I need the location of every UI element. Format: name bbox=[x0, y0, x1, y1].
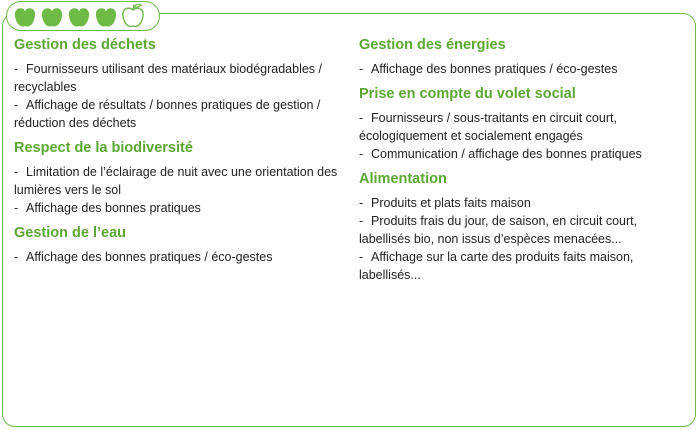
list-item-text: Affichage des bonnes pratiques / éco-gestes bbox=[26, 250, 273, 264]
section-volet-social bbox=[359, 85, 689, 163]
section-title: Prise en compte du volet social bbox=[359, 86, 576, 102]
list-item-text: Fournisseurs / sous-traitants en circuit court, écologiquement et socialement engagés bbox=[359, 111, 617, 143]
list-item: - Produits frais du jour, de saison, en circuit court, labellisés bio, non issus d’espèces menacées... bbox=[359, 214, 638, 246]
apple-filled-icon bbox=[67, 3, 91, 29]
list-item-text: Produits frais du jour, de saison, en circuit court, labellisés bio, non issus d’espèces menacées... bbox=[359, 214, 638, 246]
list-item: - Affichage des bonnes pratiques / éco-gestes bbox=[359, 62, 618, 76]
section-title: Gestion des énergies bbox=[359, 37, 506, 53]
section-biodiversite bbox=[14, 139, 340, 217]
right-column bbox=[359, 36, 689, 291]
section-title: Gestion de l’eau bbox=[14, 225, 126, 241]
list-item-text: Affichage des bonnes pratiques bbox=[26, 201, 201, 215]
apple-filled-icon bbox=[40, 3, 64, 29]
list-item-text: Fournisseurs utilisant des matériaux biodégradables / recyclables bbox=[14, 62, 322, 94]
apple-outline-icon bbox=[121, 3, 145, 29]
section-title: Gestion des déchets bbox=[14, 37, 156, 53]
list-item-text: Limitation de l’éclairage de nuit avec une orientation des lumières vers le sol bbox=[14, 165, 338, 197]
list-item: - Affichage de résultats / bonnes pratiques de gestion / réduction des déchets bbox=[14, 98, 321, 130]
list-item-text: Affichage des bonnes pratiques / éco-gestes bbox=[371, 62, 618, 76]
list-item: - Produits et plats faits maison bbox=[359, 196, 531, 210]
list-item: - Affichage des bonnes pratiques / éco-gestes bbox=[14, 250, 273, 264]
section-alimentation bbox=[359, 170, 689, 284]
section-gestion-eau bbox=[14, 224, 340, 266]
list-item: - Fournisseurs utilisant des matériaux biodégradables / recyclables bbox=[14, 62, 322, 94]
list-item: - Fournisseurs / sous-traitants en circuit court, écologiquement et socialement engagés bbox=[359, 111, 617, 143]
list-item: - Affichage sur la carte des produits faits maison, labellisés... bbox=[359, 250, 634, 282]
apple-rating bbox=[6, 1, 160, 31]
section-gestion-dechets bbox=[14, 36, 340, 132]
left-column bbox=[14, 36, 340, 273]
list-item-text: Affichage sur la carte des produits faits maison, labellisés... bbox=[359, 250, 634, 282]
section-title: Alimentation bbox=[359, 171, 447, 187]
list-item: - Limitation de l’éclairage de nuit avec une orientation des lumières vers le sol bbox=[14, 165, 338, 197]
list-item-text: Communication / affichage des bonnes pratiques bbox=[371, 147, 642, 161]
list-item: - Affichage des bonnes pratiques bbox=[14, 201, 201, 215]
list-item-text: Affichage de résultats / bonnes pratiques de gestion / réduction des déchets bbox=[14, 98, 321, 130]
apple-filled-icon bbox=[13, 3, 37, 29]
section-gestion-energies bbox=[359, 36, 689, 78]
list-item: - Communication / affichage des bonnes pratiques bbox=[359, 147, 642, 161]
apple-filled-icon bbox=[94, 3, 118, 29]
section-title: Respect de la biodiversité bbox=[14, 140, 193, 156]
list-item-text: Produits et plats faits maison bbox=[371, 196, 531, 210]
